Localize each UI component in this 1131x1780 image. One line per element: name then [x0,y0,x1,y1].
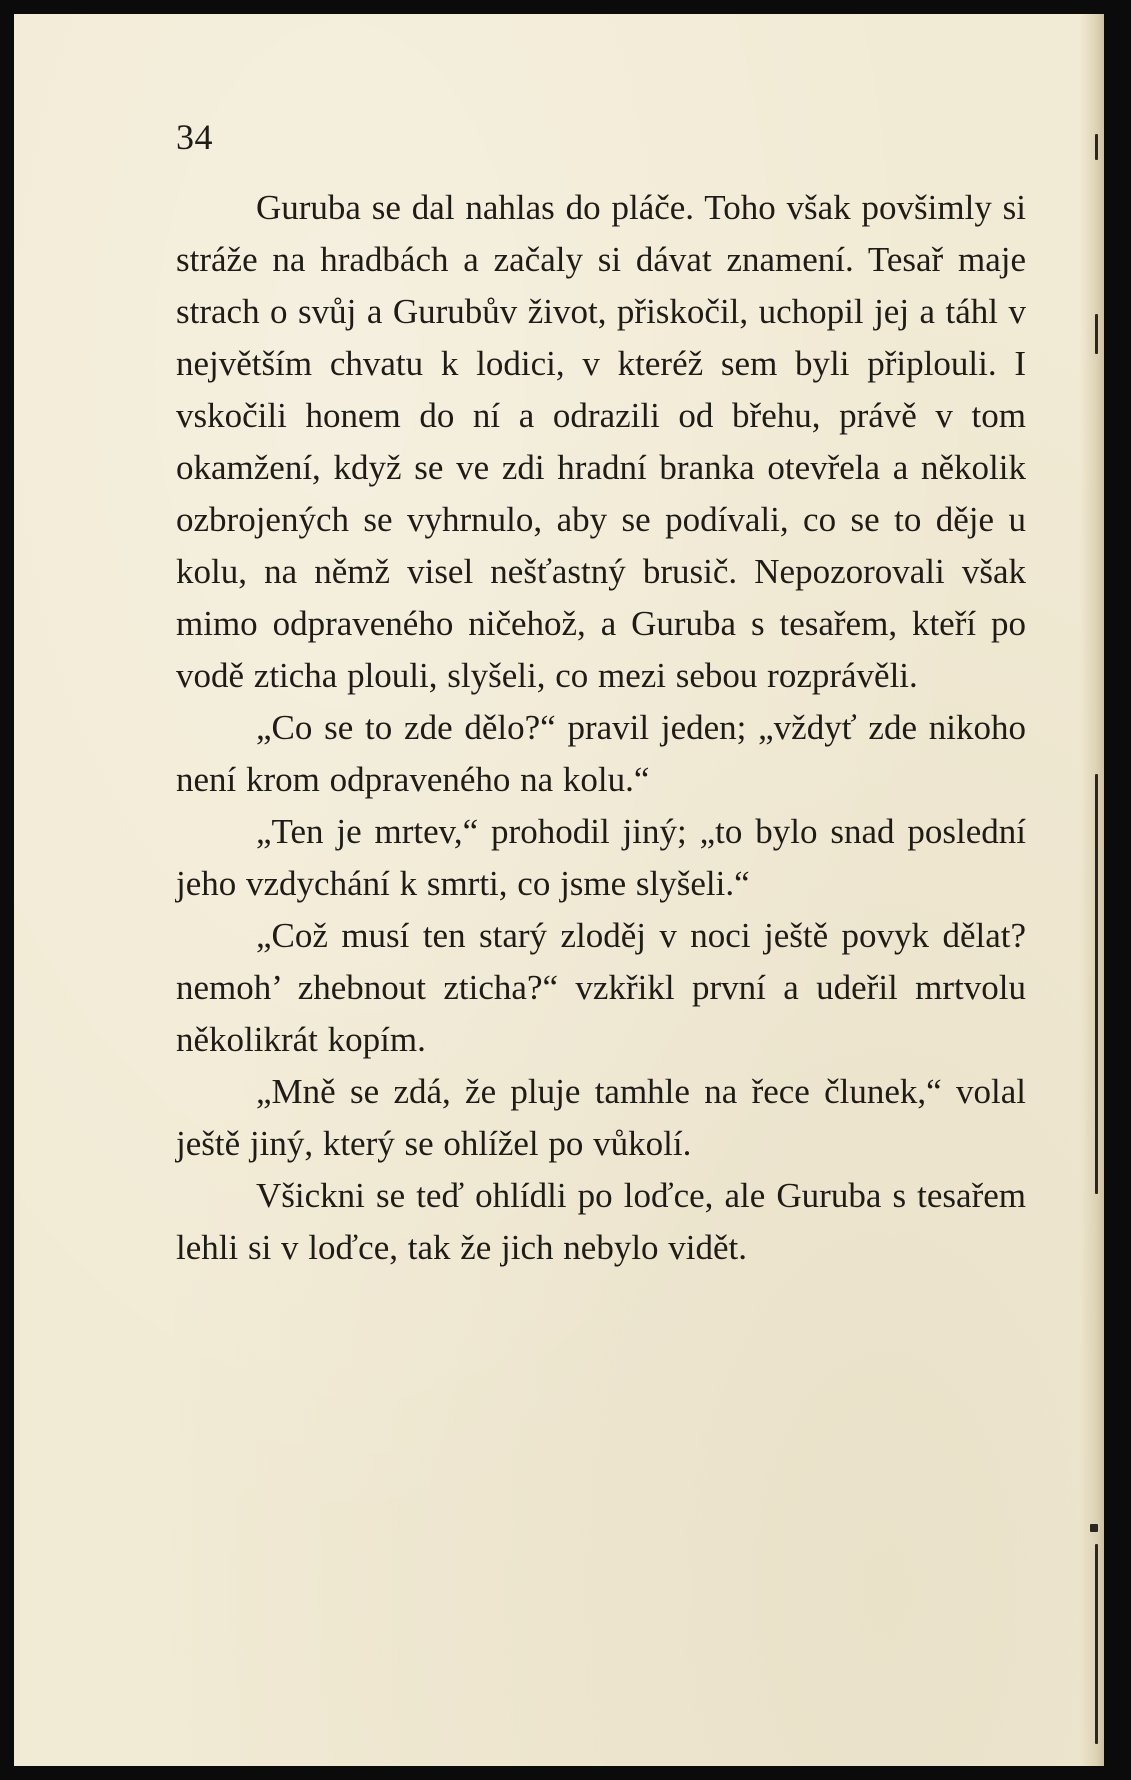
book-page [14,14,1104,1766]
paragraph: „Co se to zde dělo?“ pravil jeden; „vždyť zde nikoho není krom odpraveného na kolu.“ [176,708,1026,799]
page-number: 34 [176,117,213,157]
gutter-mark [1095,314,1098,354]
body-text [176,182,1026,1274]
gutter-mark [1090,1524,1098,1532]
paragraph: „Ten je mrtev,“ prohodil jiný; „to bylo snad poslední jeho vzdychání k smrti, co jsme slyšeli.“ [176,812,1026,903]
gutter-mark [1095,774,1098,1194]
paragraph: Guruba se dal nahlas do pláče. Toho však povšimly si stráže na hradbách a začaly si dávat znamení. Tesař maje strach o svůj a Gurubův život, přiskočil, uchopil jej a táhl v největším chvatu k lodici, v kteréž sem byli připlouli. I vskočili honem do ní a odrazili od břehu, právě v tom okamžení, když se ve zdi hradní branka otevřela a několik ozbrojených se vyhrnulo, aby se podívali, co se to děje u kolu, na němž visel nešťastný brusič. Nepozorovali však mimo odpraveného ničehož, a Guruba s tesařem, kteří po vodě zticha plouli, slyšeli, co mezi sebou rozprávěli. [176,188,1026,695]
page-gutter [1080,14,1104,1766]
paragraph: Všickni se teď ohlídli po loďce, ale Guruba s tesařem lehli si v loďce, tak že jich nebylo vidět. [176,1176,1026,1267]
paragraph: „Což musí ten starý zloděj v noci ještě povyk dělat? nemoh’ zhebnout zticha?“ vzkřikl první a udeřil mrtvolu několikrát kopím. [176,916,1026,1059]
paragraph: „Mně se zdá, že pluje tamhle na řece člunek,“ volal ještě jiný, který se ohlížel po vůkolí. [176,1072,1026,1163]
gutter-mark [1095,134,1098,160]
gutter-mark [1095,1544,1098,1744]
